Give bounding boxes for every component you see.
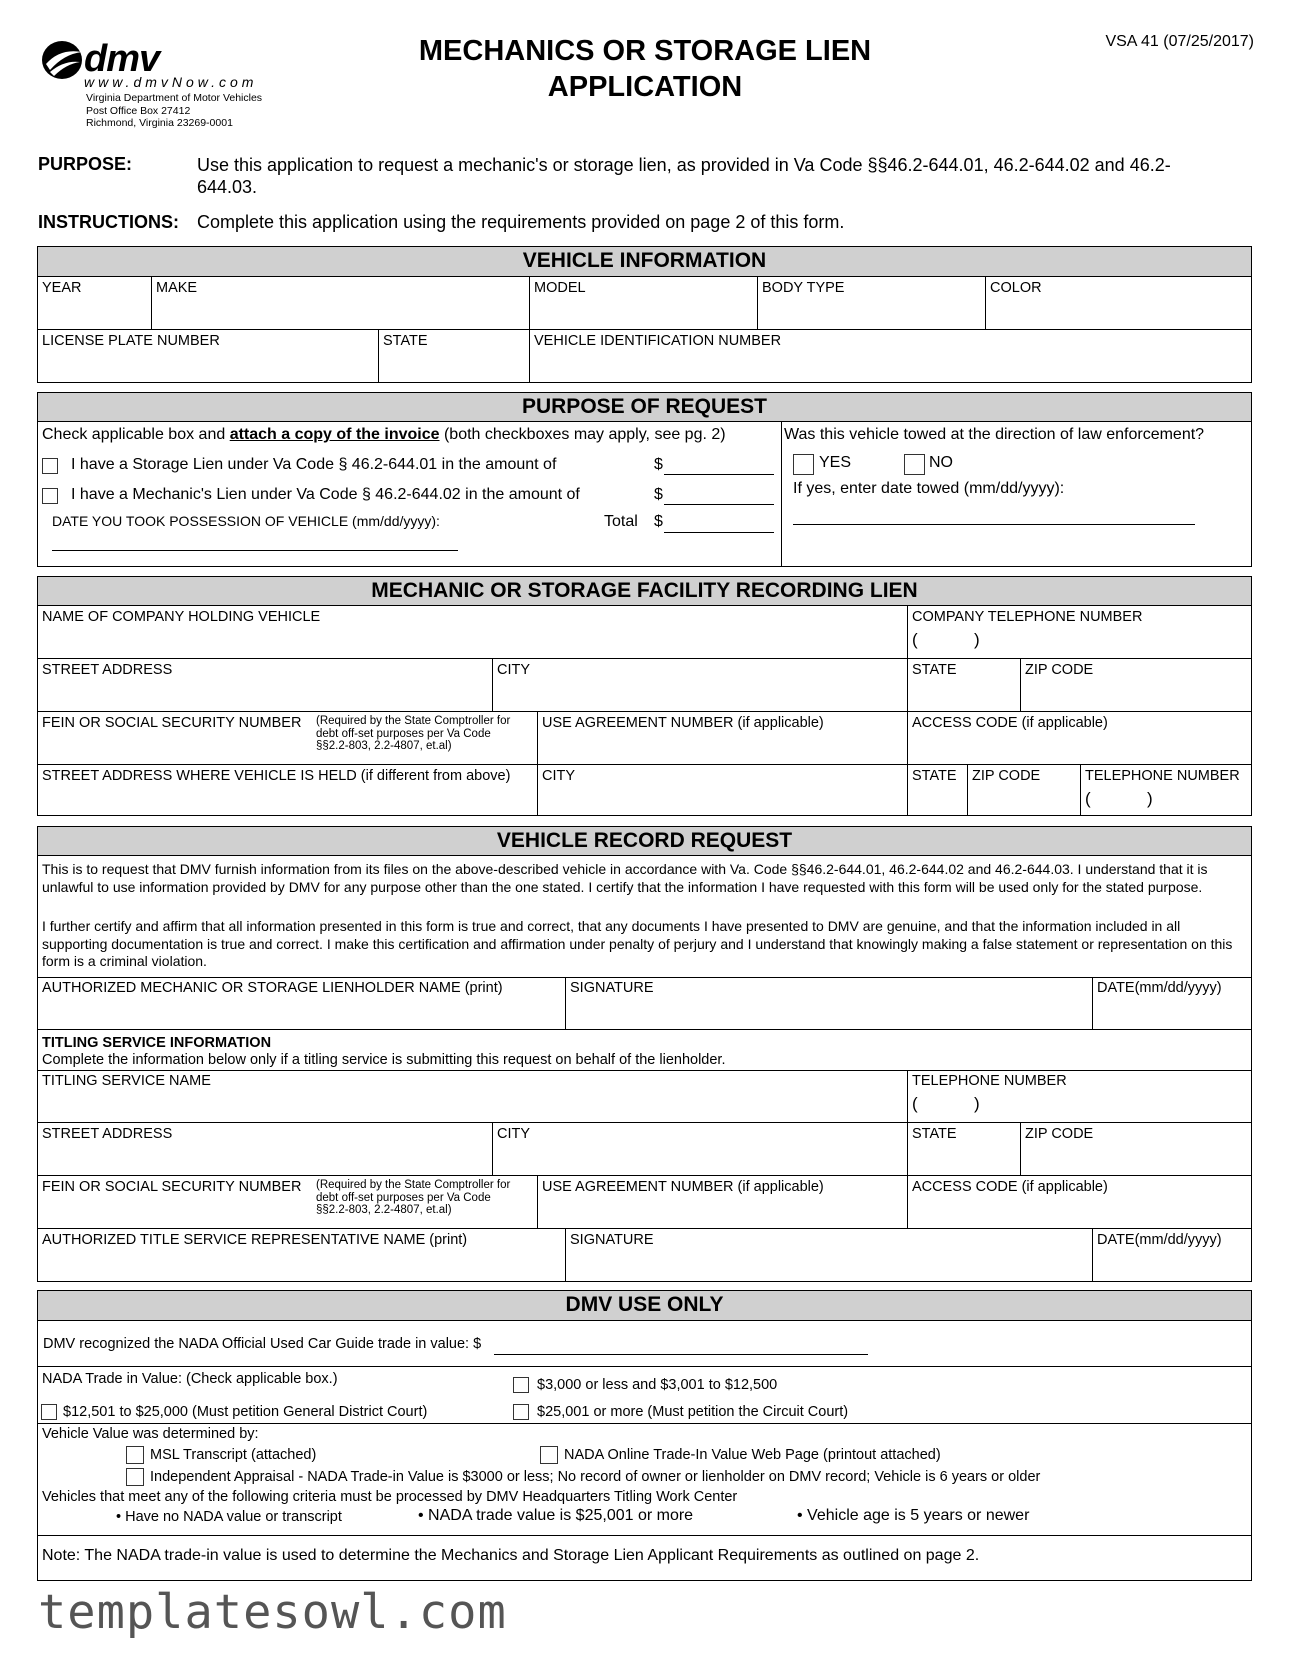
form-number: VSA 41 (07/25/2017) [1105,33,1254,50]
independent-appraisal-checkbox[interactable] [126,1468,144,1486]
titling-use-agreement-field[interactable]: USE AGREEMENT NUMBER (if applicable) [538,1176,908,1229]
record-request-paragraph-1: This is to request that DMV furnish information from its files on the above-described vehicle in accordance with Va. Code §§46.2-644.01, 46.2-644.02 and 46.2-644.03. I understand that it is unlawful to use information provided by DMV for any purpose other than the one stated. I certify that the information I have requested with this form will be used only for the stated purpose. [42,861,1208,895]
vehicle-record-request-section [37,826,1252,1282]
purpose-label: PURPOSE: [38,154,133,174]
trade-high-checkbox[interactable] [513,1404,529,1420]
purpose-of-request-section [37,392,1252,567]
held-state-field[interactable]: STATE [908,765,968,815]
criteria-no-nada: • Have no NADA value or transcript [116,1509,342,1525]
storage-lien-checkbox[interactable] [42,458,58,474]
held-street-field[interactable]: STREET ADDRESS WHERE VEHICLE IS HELD (if different from above) [38,765,538,815]
lienholder-name-field[interactable]: AUTHORIZED MECHANIC OR STORAGE LIENHOLDER NAME (print) [38,977,566,1030]
company-state-field[interactable]: STATE [908,659,1021,712]
form-title-line1: MECHANICS OR STORAGE LIEN [418,35,872,67]
company-city-field[interactable]: CITY [493,659,908,712]
possession-date-label: DATE YOU TOOK POSSESSION OF VEHICLE (mm/dd/yyyy): [52,513,440,529]
body-type-field[interactable]: BODY TYPE [758,277,986,330]
storage-amount-input[interactable] [664,453,774,475]
title-rep-signature-field[interactable]: SIGNATURE [566,1229,1093,1281]
dmv-website: www.dmvNow.com [84,74,258,90]
vehicle-information-section [37,246,1252,383]
msl-transcript-checkbox[interactable] [126,1446,144,1464]
nada-value-input[interactable] [494,1333,868,1355]
nada-online-label: NADA Online Trade-In Value Web Page (printout attached) [564,1447,941,1463]
storage-lien-label: I have a Storage Lien under Va Code § 46.2-644.01 in the amount of [71,456,557,473]
dmv-use-only-section [37,1290,1252,1581]
trade-mid-checkbox[interactable] [41,1404,57,1420]
instructions-label: INSTRUCTIONS: [38,212,179,232]
trade-low-label: $3,000 or less and $3,001 to $12,500 [537,1377,778,1393]
lienholder-signature-field[interactable]: SIGNATURE [566,977,1093,1030]
criteria-label: Vehicles that meet any of the following criteria must be processed by DMV Headquarters Titling Work Center [42,1489,738,1505]
vehicle-record-request-heading: VEHICLE RECORD REQUEST [38,827,1251,856]
license-plate-field[interactable]: LICENSE PLATE NUMBER [38,330,379,382]
dmv-divider-1 [38,1366,1251,1367]
determined-by-label: Vehicle Value was determined by: [42,1426,259,1442]
nada-trade-label: NADA Trade in Value: (Check applicable box.) [42,1371,338,1387]
company-name-field[interactable]: NAME OF COMPANY HOLDING VEHICLE [38,606,908,659]
possession-date-input[interactable] [52,533,458,551]
towed-date-label: If yes, enter date towed (mm/dd/yyyy): [793,480,1065,497]
dmv-logo-swirl-icon [40,38,88,82]
held-phone-field[interactable]: TELEPHONE NUMBER ( ) [1085,768,1240,808]
company-access-code-field[interactable]: ACCESS CODE (if applicable) [908,712,1251,765]
towed-date-input[interactable] [793,501,1195,525]
criteria-vehicle-age: • Vehicle age is 5 years or newer [797,1507,1030,1524]
year-field[interactable]: YEAR [38,277,152,330]
company-zip-field[interactable]: ZIP CODE [1021,659,1251,712]
certification-paragraph: I further certify and affirm that all information presented in this form is true and correct, that any documents I have presented to DMV are genuine, and that the information included in all supporting documentation is true and correct. I make this certification and affirmation under penalty of perjury and I understand that knowingly making a false statement or representation on this form is a criminal violation. [42,918,1233,969]
towed-yes-checkbox[interactable] [793,454,814,475]
form-title-line2: APPLICATION [547,71,743,103]
titling-access-code-field[interactable]: ACCESS CODE (if applicable) [908,1176,1251,1229]
trade-high-label: $25,001 or more (Must petition the Circuit Court) [537,1404,849,1420]
towed-no-label: NO [929,454,953,471]
trade-low-checkbox[interactable] [513,1377,529,1393]
dmv-divider-2 [38,1423,1251,1424]
company-use-agreement-field[interactable]: USE AGREEMENT NUMBER (if applicable) [538,712,908,765]
titling-phone-field[interactable]: TELEPHONE NUMBER ( ) [908,1070,1251,1123]
trade-mid-label: $12,501 to $25,000 (Must petition General District Court) [63,1404,428,1420]
purpose-text: Use this application to request a mechanic's or storage lien, as provided in Va Code §§46.2-644.01, 46.2-644.02 and 46.2-644.03. [197,155,1171,197]
agency-address [86,92,262,130]
mechanic-dollar: $ [654,486,663,503]
invoice-instruction: Check applicable box and attach a copy of the invoice (both checkboxes may apply, see pg. 2) [42,426,726,443]
agency-po-box: Post Office Box 27412 [86,104,191,117]
purpose-divider [781,422,782,566]
color-field[interactable]: COLOR [986,277,1251,330]
titling-state-field[interactable]: STATE [908,1123,1021,1176]
title-rep-name-field[interactable]: AUTHORIZED TITLE SERVICE REPRESENTATIVE NAME (print) [38,1229,566,1281]
titling-zip-field[interactable]: ZIP CODE [1021,1123,1251,1176]
lienholder-date-field[interactable]: DATE(mm/dd/yyyy) [1093,977,1251,1030]
storage-dollar: $ [654,456,663,473]
company-fein-field[interactable]: FEIN OR SOCIAL SECURITY NUMBER (Required by the State Comptroller for debt off-set purposes per Va Code §§2.2-803, 2.2-4807, et.al) [38,712,538,765]
facility-section [37,576,1252,816]
titling-fein-field[interactable]: FEIN OR SOCIAL SECURITY NUMBER (Required by the State Comptroller for debt off-set purposes per Va Code §§2.2-803, 2.2-4807, et.al) [38,1176,538,1229]
titling-service-heading: TITLING SERVICE INFORMATION [42,1035,272,1051]
model-field[interactable]: MODEL [530,277,758,330]
titling-service-name-field[interactable]: TITLING SERVICE NAME [38,1070,908,1123]
nada-value-label: DMV recognized the NADA Official Used Car Guide trade in value: $ [43,1336,482,1352]
titling-service-note: Complete the information below only if a titling service is submitting this request on behalf of the lienholder. [42,1052,726,1068]
held-zip-field[interactable]: ZIP CODE [968,765,1081,815]
purpose-of-request-heading: PURPOSE OF REQUEST [38,393,1251,422]
total-amount-input[interactable] [664,511,774,533]
make-field[interactable]: MAKE [152,277,530,330]
titling-street-field[interactable]: STREET ADDRESS [38,1123,493,1176]
vehicle-information-heading: VEHICLE INFORMATION [38,247,1251,277]
total-label: Total [604,513,638,530]
titling-city-field[interactable]: CITY [493,1123,908,1176]
independent-appraisal-label: Independent Appraisal - NADA Trade-in Value is $3000 or less; No record of owner or lienholder on DMV record; Vehicle is 6 years or older [150,1469,1041,1485]
msl-transcript-label: MSL Transcript (attached) [150,1447,317,1463]
title-rep-date-field[interactable]: DATE(mm/dd/yyyy) [1097,1232,1222,1248]
held-city-field[interactable]: CITY [538,765,908,815]
dmv-divider-3 [38,1535,1251,1536]
nada-online-checkbox[interactable] [540,1446,558,1464]
vin-field[interactable]: VEHICLE IDENTIFICATION NUMBER [534,333,782,349]
company-phone-field[interactable]: COMPANY TELEPHONE NUMBER ( ) [908,606,1251,659]
criteria-high-value: • NADA trade value is $25,001 or more [418,1507,694,1524]
instructions-text: Complete this application using the requirements provided on page 2 of this form. [197,212,845,232]
dmv-logo-text: dmv [84,38,160,80]
watermark-text: templatesowl.com [38,1585,507,1640]
nada-note: Note: The NADA trade-in value is used to determine the Mechanics and Storage Lien Applicant Requirements as outlined on page 2. [42,1547,980,1564]
total-dollar: $ [654,513,663,530]
form-title [400,33,890,105]
towed-no-checkbox[interactable] [904,454,925,475]
mechanic-lien-checkbox[interactable] [42,488,58,504]
company-street-field[interactable]: STREET ADDRESS [38,659,493,712]
facility-heading: MECHANIC OR STORAGE FACILITY RECORDING LIEN [38,577,1251,606]
agency-name: Virginia Department of Motor Vehicles [86,92,263,104]
mechanic-amount-input[interactable] [664,483,774,505]
agency-city: Richmond, Virginia 23269-0001 [86,117,233,129]
dmv-use-only-heading: DMV USE ONLY [38,1291,1251,1321]
towed-question: Was this vehicle towed at the direction of law enforcement? [784,426,1205,443]
towed-yes-label: YES [819,454,852,471]
mechanic-lien-label: I have a Mechanic's Lien under Va Code § 46.2-644.02 in the amount of [71,486,580,503]
plate-state-field[interactable]: STATE [379,330,530,382]
